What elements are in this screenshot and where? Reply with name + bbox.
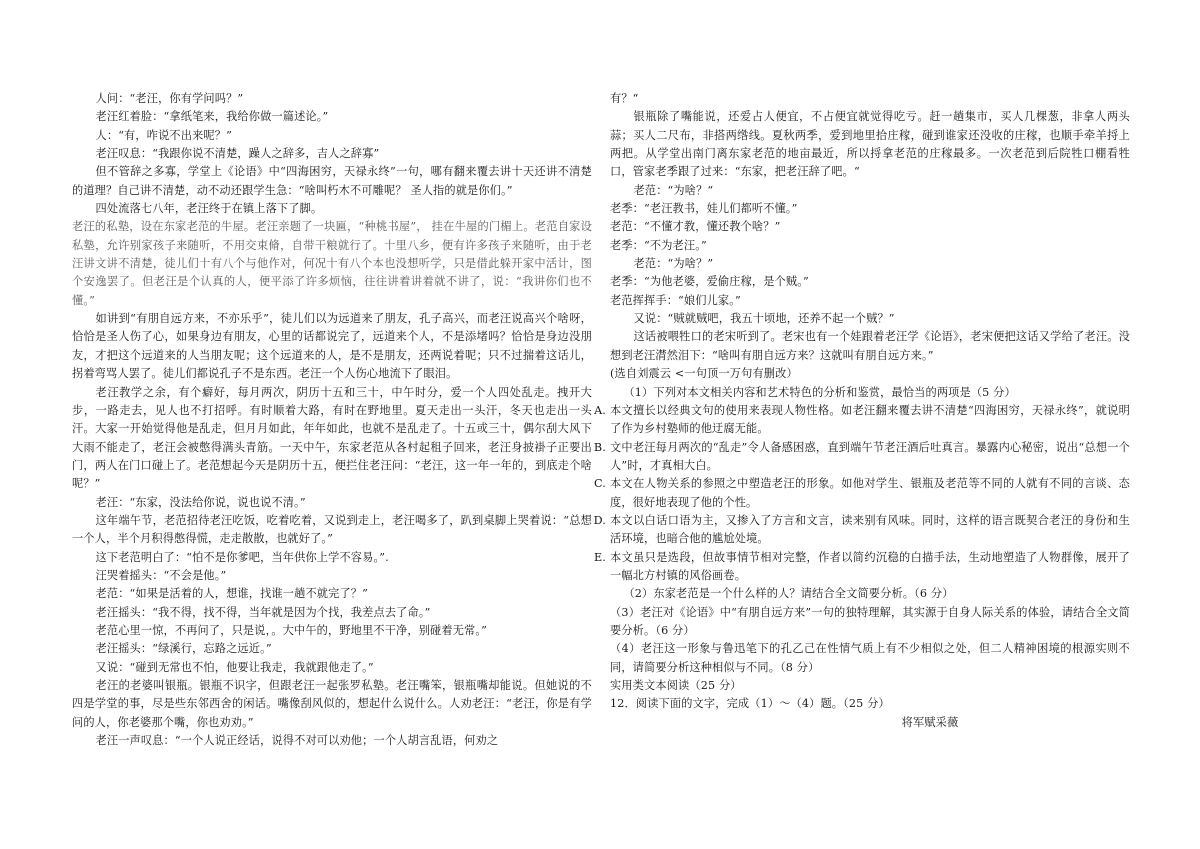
passage-paragraph: 老汪的老婆叫银瓶。银瓶不识字，但跟老汪一起张罗私塾。老汪嘴笨，银瓶嘴却能说。但她说的不四是学堂的事，尽是些东邻西舍的闲话。嘴像刮风似的，想起什么说什么。人劝老汪：“老汪，你是有学问的人，你老婆那个嘴，你也劝劝。” xyxy=(72,679,592,729)
option-letter: B. xyxy=(593,440,606,454)
passage-paragraph: 老范：“如果是活着的人，想谁，找谁一趟不就完了？” xyxy=(95,587,369,601)
answer-option xyxy=(593,475,1130,512)
passage-paragraph: 老汪摇头：“绿溪行，忘路之远近。” xyxy=(95,642,272,656)
passage-paragraph: 四处流落七八年，老汪终于在镇上落下了脚。 xyxy=(95,202,323,216)
passage-paragraph: 老范挥挥手：“娘们儿家。” xyxy=(610,293,741,307)
option-text: 文中老汪每月两次的“乱走”令人备感困惑，直到端午节老汪酒后吐真言。暴露内心秘密，说出“总想一个人”时，才真相大白。 xyxy=(610,440,1130,472)
answer-option xyxy=(594,402,1130,439)
passage-paragraph: 老汪：“东家，没法给你说，说也说不清。” xyxy=(95,495,306,509)
passage-paragraph: 老季：“为他老婆，爱偷庄稼，是个贼。” xyxy=(610,275,809,289)
answer-option xyxy=(593,439,1130,476)
passage-paragraph: 但不管辞之多寡，学堂上《论语》中“四海困穷，天禄永终”一句，哪有翻来覆去讲十天还讲不清楚的道理？自己讲不清楚，动不动还跟学生急：“啥叫朽木不可雕呢？ 圣人指的就是你们。” xyxy=(72,165,592,197)
passage-paragraph: 老范心里一惊，不再问了，只是说，。大中午的，野地里不干净，别碰着无常。” xyxy=(95,623,487,637)
passage-paragraph: 人问：“老汪，你有学问吗？” xyxy=(95,92,244,105)
passage-paragraph: 又说：“贼就贼吧，我五十顷地，还养不起一个贼？” xyxy=(633,312,895,326)
passage-paragraph: 老范：“不懂才教，懂还教个啥？” xyxy=(610,220,781,234)
passage-paragraph: 老范：“为啥？“ xyxy=(633,183,714,197)
option-letter: A. xyxy=(594,403,606,417)
left-column xyxy=(72,90,592,750)
passage-paragraph: 又说：“碰到无常也不怕，他要让我走，我就跟他走了。” xyxy=(95,660,374,674)
option-letter: D. xyxy=(593,513,606,527)
passage-paragraph: 老汪叹息：“我跟你说不清楚，躁人之辞多，吉人之辞寡” xyxy=(95,147,380,161)
answer-option xyxy=(593,512,1130,549)
passage-paragraph: 人：“有，咋说不出来呢？” xyxy=(95,128,232,142)
question-1-options xyxy=(593,402,1130,585)
passage-paragraph: 老汪的私塾，设在东家老范的牛屋。老汪亲题了一块匾，“种桃书屋”， 挂在牛屋的门楣上。老范自家设私塾，允许别家孩子来随听，不用交束脩，自带干粮就行了。十里八乡，便有许多孩子来随听，由于老汪讲文讲不清楚，徒儿们十有八个与他作对，何况十有八个本也没想听学，只是借此躲开家中活计，图个安逸罢了。但老汪是个认真的人，便平添了许多烦恼，往往讲着讲着就不讲了，说：“我讲你们也不懂。” xyxy=(72,220,592,307)
option-text: 本文在人物关系的参照之中塑造老汪的形象。如他对学生、银瓶及老范等不同的人就有不同的言谈、态度，很好地表现了他的个性。 xyxy=(610,477,1130,509)
option-letter: C. xyxy=(593,477,606,491)
passage-paragraph: 老季：“老汪教书，娃儿们都听不懂。” xyxy=(610,202,798,216)
passage-paragraph: 老范：“为啥？” xyxy=(633,257,714,271)
passage-paragraph: （1）下列对本文相关内容和艺术特色的分析和鉴赏，最恰当的两项是（5 分） xyxy=(623,385,1016,399)
passage-paragraph: 汪哭着摇头：“不会是他。” xyxy=(95,568,227,582)
passage-paragraph: 这年端午节，老范招待老汪吃饭，吃着吃着，又说到走上，老汪喝多了，趴到桌脚上哭着说：“总想一个人，半个月积得憋得慌，走走散散，也就好了。” xyxy=(72,513,592,546)
passage-paragraph: 老季：“不为老汪。” xyxy=(610,238,707,252)
passage-paragraph: 银瓶除了嘴能说，还爱占人便宜，不占便宜就觉得吃亏。赶一趟集市，买人几棵葱，非拿人两头蒜；买人二尺布，非搭两绺线。夏秋两季，爱到地里拾庄稼，碰到谁家还没收的庄稼，也顺手牵羊捋上两把。从学堂出南门离东家老范的地亩最近，所以捋拿老范的庄稼最多。一次老范到后院牲口棚看牲口，管家老季跟了过来：“东家，把老汪辞了吧。“ xyxy=(610,110,1130,179)
passage-paragraph: (选自刘震云 <一句顶一万句有删改） xyxy=(610,367,798,381)
questions-block xyxy=(610,585,1130,713)
passage-paragraph: 这话被喂牲口的老宋听到了。老宋也有一个娃跟着老汪学《论语》，老宋便把这话又学给了老汪。没想到老汪潸然泪下：“啥叫有朋自远方来？这就叫有朋自远方来。” xyxy=(610,330,1130,362)
passage-paragraph: 老汪教学之余，有个癖好，每月两次，阴历十五和三十，中午时分，爱一个人四处乱走。拽开大步，一路走去，见人也不打招呼。有时顺着大路，有时在野地里。夏天走出一头汗，冬天也走出一头汗。大家一开始觉得他是乱走，但月月如此，年年如此，也就不是乱走了。十五或三十，偶尔刮大风下大雨不能走了，老汪会被憋得满头青筋。一天中午，东家老范从各村起租子回来，老汪身披褂子正要出门，两人在门口碰上了。老范想起今天是阴历十五，便拦住老汪问：“老汪，这一年一年的，到底走个啥呢？” xyxy=(72,385,592,491)
option-text: 本文擅长以经典文句的使用来表现人物性格。如老汪翻来覆去讲不清楚“四海困穷，天禄永终”，就说明了作为乡村塾师的他迂腐无能。 xyxy=(610,403,1130,436)
section-title: 将军赋采薇 xyxy=(901,715,959,729)
question-item: （2）东家老范是一个什么样的人？请结合全文简要分析。（6 分） xyxy=(623,587,954,601)
question-item: （3）老汪对《论语》中“有朋自远方来”一句的独特理解，其实源于自身人际关系的体验，请结合全文简要分析。（6 分） xyxy=(610,605,1130,637)
question-item: 12．阅读下面的文字，完成（1）～（4）题。（25 分） xyxy=(610,697,890,711)
answer-option xyxy=(593,549,1130,586)
right-column xyxy=(593,90,1130,732)
passage-paragraph: 老汪红着脸：“拿纸笔来，我给你做一篇述论。” xyxy=(95,110,329,124)
option-letter: E. xyxy=(593,550,606,564)
passage-continuation xyxy=(610,90,1130,402)
question-item: 实用类文本阅读（25 分） xyxy=(610,679,742,692)
passage-paragraph: 老汪一声叹息：“一个人说正经话，说得不对可以劝他；一个人胡言乱语，何劝之 xyxy=(95,734,499,748)
passage-paragraph: 有？“ xyxy=(610,92,639,105)
option-text: 本文虽只是选段，但故事情节相对完整，作者以简约沉稳的白描手法，生动地塑造了人物群像，展开了一幅北方村镇的风俗画卷。 xyxy=(610,550,1130,582)
passage-paragraph: 如讲到“有朋自远方来，不亦乐乎”，徒儿们以为远道来了朋友，孔子高兴，而老汪说高兴个啥呀，恰恰是圣人伤了心，如果身边有朋友，心里的话都说完了，远道来个人，不是添堵吗？恰恰是身边没朋友，才把这个远道来的人当朋友呢；这个远道来的人，是不是朋友，还两说着呢；只不过揣着这话儿，拐着弯骂人罢了。徒儿们都说孔子不是东西。老汪一个人伤心地流下了眼泪。 xyxy=(72,312,592,381)
question-item: （4）老汪这一形象与鲁迅笔下的孔乙己在性情气质上有不少相似之处，但二人精神困境的根源实则不同，请简要分析这种相似与不同。（8 分） xyxy=(610,642,1130,674)
passage-paragraph: 老汪摇头：“我不得，找不得，当年就是因为个找，我差点去了命。” xyxy=(95,605,431,619)
option-text: 本文以白话口语为主，又掺入了方言和文言，读来别有风味。同时，这样的语言既契合老汪的身份和生活环境，也暗合他的尴尬处境。 xyxy=(610,513,1130,546)
passage-paragraph: 这下老范明白了：“怕不是你爹吧，当年供你上学不容易。”. xyxy=(95,550,389,564)
